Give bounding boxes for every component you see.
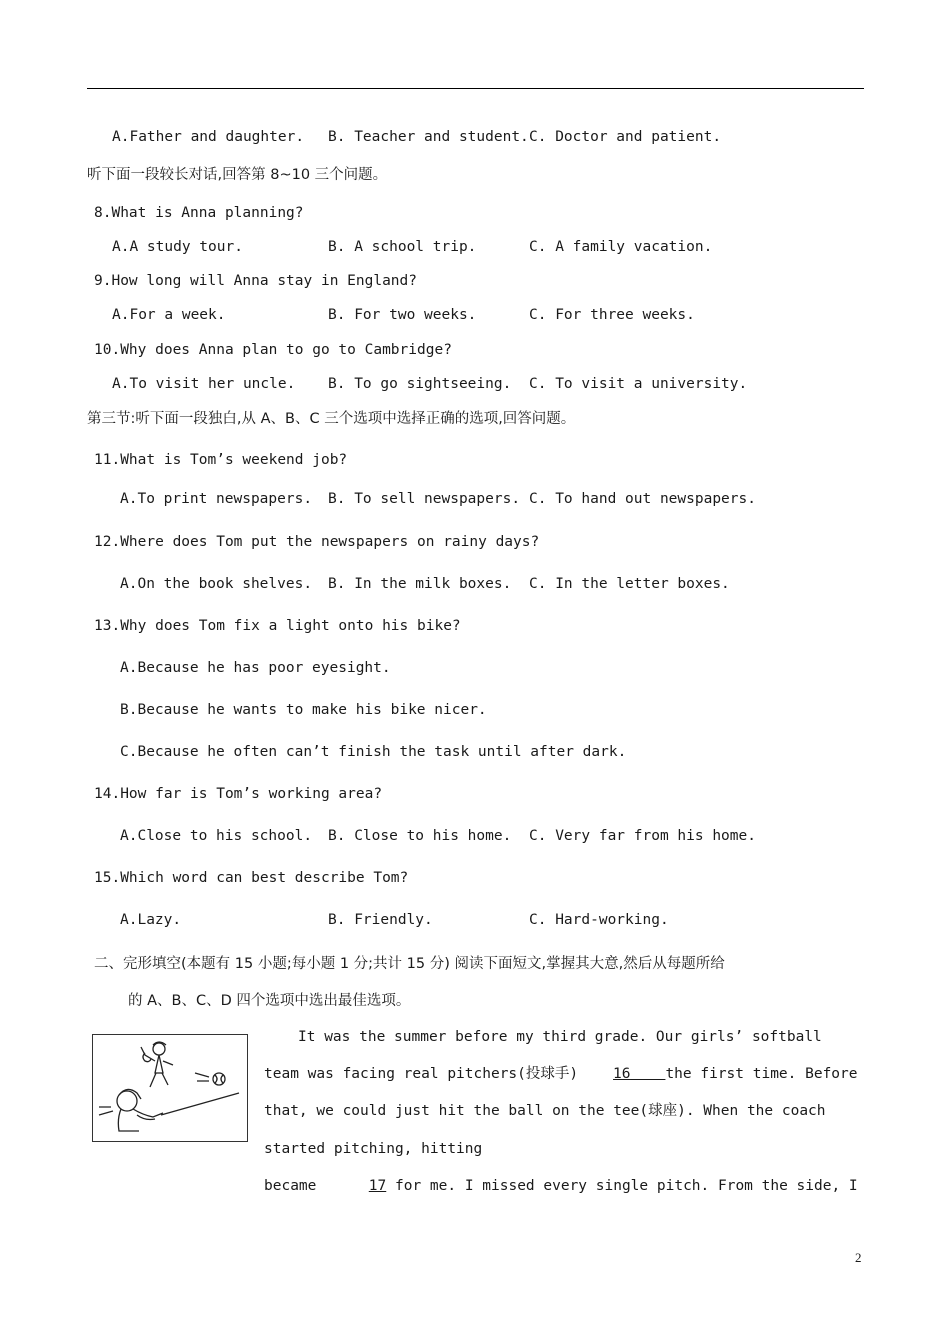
- q15-option-a: A.Lazy.: [120, 912, 182, 928]
- passage-line-5: [264, 1177, 858, 1195]
- blank-17: 17: [368, 1178, 387, 1194]
- q10-stem: 10.Why does Anna plan to go to Cambridge?: [94, 342, 452, 358]
- passage-line-5-end: for me. I missed every single pitch. From the side, I: [394, 1178, 858, 1194]
- passage-line-5-start: became: [264, 1178, 317, 1194]
- q8-option-a: A.A study tour.: [112, 239, 243, 255]
- q12-stem: 12.Where does Tom put the newspapers on rainy days?: [94, 534, 540, 550]
- q15-option-c: C. Hard-working.: [529, 912, 669, 928]
- q9-option-b: B. For two weeks.: [328, 307, 477, 323]
- q13-stem: 13.Why does Tom fix a light onto his bike?: [94, 618, 461, 634]
- passage-line-3: that, we could just hit the ball on the tee(球座). When the coach: [264, 1103, 826, 1119]
- q11-option-a: A.To print newspapers.: [120, 491, 313, 507]
- softball-drawing-icon: [93, 1035, 247, 1141]
- passage-line-4: started pitching, hitting: [264, 1141, 483, 1157]
- instruction-8-10: 听下面一段较长对话,回答第 8~10 三个问题。: [87, 167, 388, 183]
- q14-option-c: C. Very far from his home.: [529, 828, 756, 844]
- part-2-instruction-line-1: 二、完形填空(本题有 15 小题;每小题 1 分;共计 15 分) 阅读下面短文,掌握其大意,然后从每题所给: [94, 956, 725, 972]
- q11-stem: 11.What is Tom’s weekend job?: [94, 452, 348, 468]
- page-number: 2: [855, 1250, 862, 1265]
- q10-option-b: B. To go sightseeing.: [328, 376, 512, 392]
- q8-stem: 8.What is Anna planning?: [94, 205, 304, 221]
- q13-option-c: C.Because he often can’t finish the task until after dark.: [120, 744, 627, 760]
- part-2-instruction-line-2: 的 A、B、C、D 四个选项中选出最佳选项。: [128, 993, 411, 1009]
- q12-option-a: A.On the book shelves.: [120, 576, 313, 592]
- q8-option-b: B. A school trip.: [328, 239, 477, 255]
- passage-line-1: It was the summer before my third grade. Our girls’ softball: [298, 1029, 822, 1045]
- q11-option-c: C. To hand out newspapers.: [529, 491, 756, 507]
- q7-option-a: A.Father and daughter.: [112, 129, 305, 145]
- passage-line-2: [264, 1065, 858, 1083]
- q9-option-c: C. For three weeks.: [529, 307, 695, 323]
- q13-option-b: B.Because he wants to make his bike nicer.: [120, 702, 487, 718]
- q15-option-b: B. Friendly.: [328, 912, 433, 928]
- q7-option-c: C. Doctor and patient.: [529, 129, 722, 145]
- blank-16: 16: [613, 1066, 631, 1082]
- q8-option-c: C. A family vacation.: [529, 239, 713, 255]
- q12-option-c: C. In the letter boxes.: [529, 576, 730, 592]
- passage-line-2-end: the first time. Before: [665, 1066, 858, 1082]
- q13-option-a: A.Because he has poor eyesight.: [120, 660, 391, 676]
- header-rule: [87, 88, 864, 89]
- q10-option-c: C. To visit a university.: [529, 376, 748, 392]
- q14-option-b: B. Close to his home.: [328, 828, 512, 844]
- q15-stem: 15.Which word can best describe Tom?: [94, 870, 409, 886]
- q14-option-a: A.Close to his school.: [120, 828, 313, 844]
- softball-illustration: [92, 1034, 248, 1142]
- q12-option-b: B. In the milk boxes.: [328, 576, 512, 592]
- section-3-instruction: 第三节:听下面一段独白,从 A、B、C 三个选项中选择正确的选项,回答问题。: [87, 411, 576, 427]
- q9-option-a: A.For a week.: [112, 307, 226, 323]
- q14-stem: 14.How far is Tom’s working area?: [94, 786, 383, 802]
- q11-option-b: B. To sell newspapers.: [328, 491, 521, 507]
- q7-option-b: B. Teacher and student.: [328, 129, 529, 145]
- q10-option-a: A.To visit her uncle.: [112, 376, 296, 392]
- passage-line-2-start: team was facing real pitchers(投球手): [264, 1066, 579, 1082]
- q9-stem: 9.How long will Anna stay in England?: [94, 273, 418, 289]
